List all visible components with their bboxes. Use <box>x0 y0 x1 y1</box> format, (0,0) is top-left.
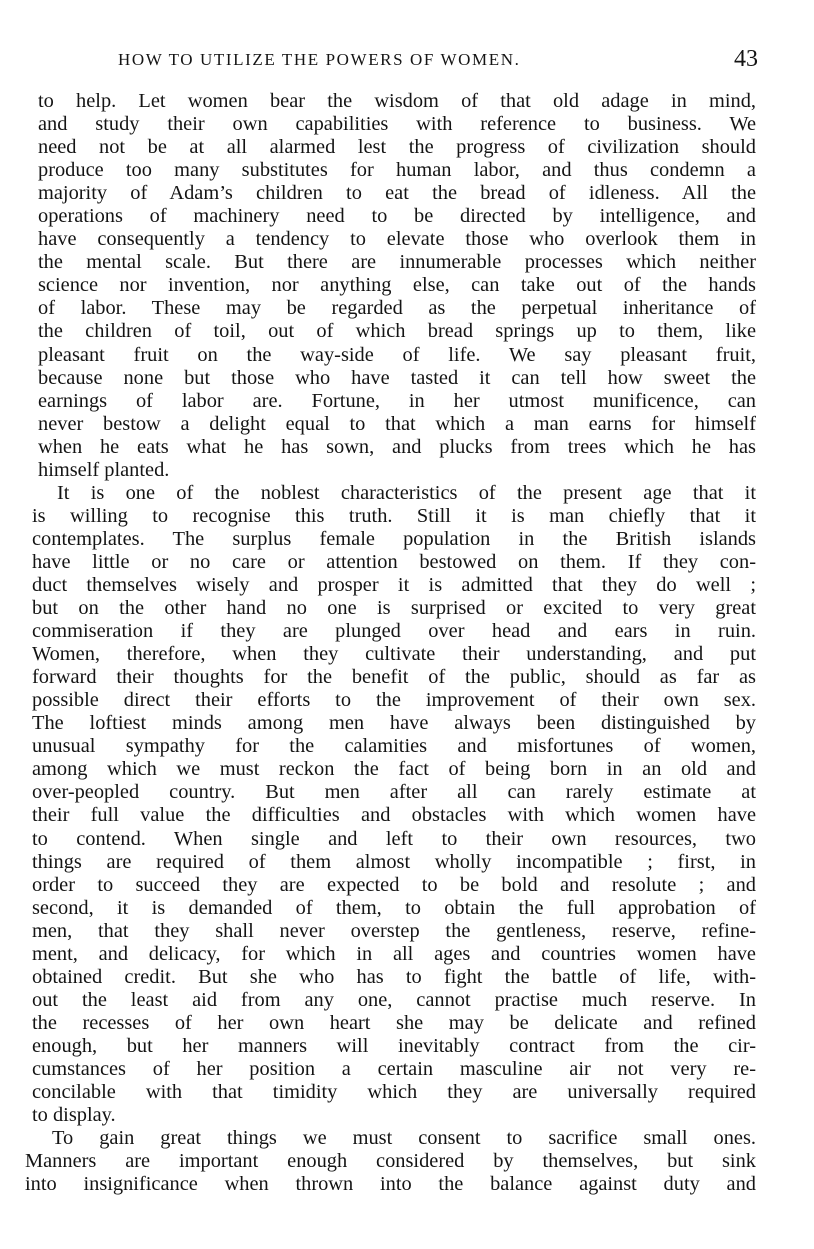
text-line: need not be at all alarmed lest the progress of civilization should <box>38 136 756 159</box>
page-number: 43 <box>734 46 758 72</box>
text-line: because none but those who have tasted it can tell how sweet the <box>38 366 756 389</box>
text-line: duct themselves wisely and prosper it is admitted that they do well ; <box>32 573 756 596</box>
text-line: is willing to recognise this truth. Still it is man chiefly that it <box>32 504 756 527</box>
text-line: majority of Adam’s children to eat the bread of idleness. All the <box>38 182 756 205</box>
text-line: never bestow a delight equal to that which a man earns for himself <box>38 412 756 435</box>
text-line: the mental scale. But there are innumerable processes which neither <box>38 251 756 274</box>
text-line: himself planted. <box>38 458 170 481</box>
body-text <box>25 90 756 1196</box>
text-line: things are required of them almost wholly incompatible ; first, in <box>32 850 756 873</box>
text-line: science nor invention, nor anything else, can take out of the hands <box>38 274 756 297</box>
text-line: To gain great things we must consent to sacrifice small ones. <box>52 1127 756 1150</box>
text-line: contemplates. The surplus female population in the British islands <box>32 527 756 550</box>
text-line: when he eats what he has sown, and plucks from trees which he has <box>38 435 756 458</box>
text-line: the children of toil, out of which bread springs up to them, like <box>38 320 756 343</box>
text-line: to help. Let women bear the wisdom of that old adage in mind, <box>38 90 756 112</box>
text-line: possible direct their efforts to the improvement of their own sex. <box>32 689 756 712</box>
text-line: ment, and delicacy, for which in all ages and countries women have <box>32 942 756 965</box>
text-line: produce too many substitutes for human labor, and thus condemn a <box>38 159 756 182</box>
text-line: commiseration if they are plunged over head and ears in ruin. <box>32 620 756 643</box>
text-line: order to succeed they are expected to be bold and resolute ; and <box>32 873 756 896</box>
text-line: Women, therefore, when they cultivate their understanding, and put <box>32 643 756 666</box>
text-line: forward their thoughts for the benefit of the public, should as far as <box>32 666 756 689</box>
text-line: It is one of the noblest characteristics of the present age that it <box>57 481 756 504</box>
text-line: have little or no care or attention bestowed on them. If they con- <box>32 550 756 573</box>
text-line: but on the other hand no one is surprised or excited to very great <box>32 597 756 620</box>
text-line: into insignificance when thrown into the balance against duty and <box>25 1173 756 1196</box>
text-line: over-peopled country. But men after all can rarely estimate at <box>32 781 756 804</box>
text-line: to display. <box>32 1104 116 1127</box>
text-line: among which we must reckon the fact of being born in an old and <box>32 758 756 781</box>
running-header <box>118 46 758 78</box>
text-line: have consequently a tendency to elevate those who overlook them in <box>38 228 756 251</box>
text-line: pleasant fruit on the way-side of life. We say pleasant fruit, <box>38 343 756 366</box>
text-line: operations of machinery need to be directed by intelligence, and <box>38 205 756 228</box>
text-line: out the least aid from any one, cannot practise much reserve. In <box>32 988 756 1011</box>
text-line: obtained credit. But she who has to fight the battle of life, with- <box>32 965 756 988</box>
text-line: Manners are important enough considered by themselves, but sink <box>25 1150 756 1173</box>
text-line: men, that they shall never overstep the gentleness, reserve, refine- <box>32 919 756 942</box>
text-line: to contend. When single and left to their own resources, two <box>32 827 756 850</box>
text-line: their full value the difficulties and obstacles with which women have <box>32 804 756 827</box>
text-line: of labor. These may be regarded as the perpetual inheritance of <box>38 297 756 320</box>
text-line: second, it is demanded of them, to obtain the full approbation of <box>32 896 756 919</box>
text-line: the recesses of her own heart she may be delicate and refined <box>32 1011 756 1034</box>
text-line: earnings of labor are. Fortune, in her utmost munificence, can <box>38 389 756 412</box>
text-line: concilable with that timidity which they are universally required <box>32 1081 756 1104</box>
text-line: cumstances of her position a certain masculine air not very re- <box>32 1057 756 1080</box>
running-title: HOW TO UTILIZE THE POWERS OF WOMEN. <box>118 50 521 69</box>
text-line: unusual sympathy for the calamities and misfortunes of women, <box>32 735 756 758</box>
text-line: The loftiest minds among men have always been distinguished by <box>32 712 756 735</box>
text-line: and study their own capabilities with reference to business. We <box>38 113 756 136</box>
text-line: enough, but her manners will inevitably contract from the cir- <box>32 1034 756 1057</box>
